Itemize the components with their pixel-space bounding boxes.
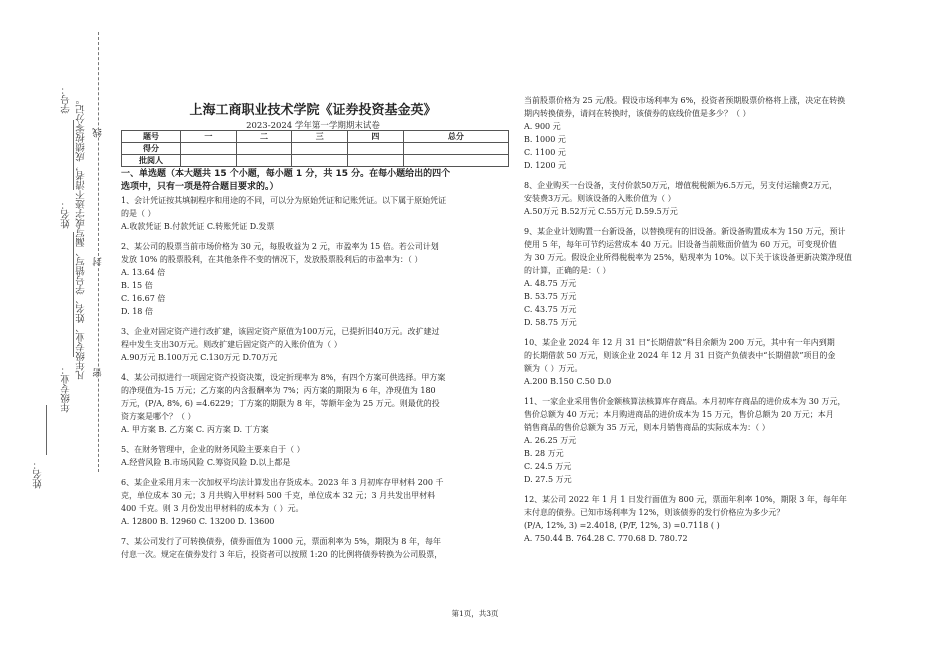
question-line: 末付息的债券。已知市场利率为 12%，则该债券的发行价格应为多少元？ [524,508,785,517]
question-line: A. 甲方案 B. 乙方案 C. 丙方案 D. 丁方案 [121,425,269,434]
score-header-cell: 二 [236,131,292,143]
question-line: A.90万元 B.100万元 C.130万元 D.70万元 [121,353,278,362]
question-line: A. 12800 B. 12960 C. 13200 D. 13600 [121,517,275,526]
left-column [121,168,516,561]
score-table [121,130,509,167]
section-heading: 一、单选题（本大题共 15 个小题，每小题 1 分，共 15 分。在每小题给出的四个 [121,169,451,179]
question-line: 2、某公司的股票当前市场价格为 30 元，每股收益为 2 元，市盈率为 15 倍。若公司计划 [121,242,439,251]
score-cell [236,143,292,155]
question-line: 克，单位成本 30 元；3 月共购入甲材料 500 千克，单位成本 32 元；3 月共发出甲材料 [121,491,436,500]
question-line: 6、某企业采用月末一次加权平均法计算发出存货成本。2023 年 3 月初库存甲材料 200 千 [121,478,444,487]
question-line: 3、企业对固定资产进行改扩建，该固定资产原值为100万元，已提折旧40万元。改扩建过 [121,327,440,336]
score-header-cell: 总分 [403,131,508,143]
question-line: 的长期借款 50 万元，则该企业 2024 年 12 月 31 日资产负债表中“长期借款”项目的金 [524,351,836,360]
binding-student-id-label: 学号： [61,85,72,114]
question-line: 当前股票价格为 25 元/股。假设市场利率为 6%，投资者预期股票价格将上涨，决定在转换 [524,96,846,105]
score-cell [292,143,348,155]
question-line: A. 26.25 万元 [524,436,577,445]
question-block [524,336,919,388]
question-line: 11、一家企业采用售价金额核算法核算库存商品。本月初库存商品的进价成本为 30 万元， [524,397,846,406]
question-line: 使用 5 年，每年可节约运营成本 40 万元。旧设备当前账面价值为 60 万元，可变现价值 [524,240,837,249]
binding-notice: 凡年级专业、姓名、学号错写、漏写或字迹不清者，成绩按零分记。 [76,95,87,380]
score-header-cell: 四 [348,131,404,143]
question-line: 万元，(P/A, 8%, 6) =4.6229；丁方案的期限为 8 年，等额年金为 25 万元。则最优的投 [121,399,440,408]
question-line: C. 1100 元 [524,148,566,157]
question-block [524,225,919,329]
reviewer-row-label: 批阅人 [122,155,181,167]
score-row-label: 得分 [122,143,181,155]
score-cell [236,155,292,167]
question-line: C. 43.75 万元 [524,305,577,314]
question-line: 程中发生支出30万元。则改扩建后固定资产的入账价值为（ ） [121,340,342,349]
score-cell [348,143,404,155]
score-header-cell: 三 [292,131,348,143]
question-block [524,94,919,172]
question-block [524,179,919,218]
left-question-list [121,194,516,561]
question-block [121,535,516,561]
question-line: 为 30 万元。假设企业所得税税率为 25%，贴现率为 10%。以下关于该设备更新决策净现值 [524,253,852,262]
section-heading-cont: 选项中，只有一项是符合题目要求的。） [121,182,279,192]
grade-underline [73,232,74,357]
question-line: 销售商品的售价总额为 35 万元，则本月销售商品的实际成本为：（ ） [524,423,770,432]
question-line: 的净现值为-15 万元；乙方案的内含报酬率为 7%；丙方案的期限为 6 年，净现值为 180 [121,386,436,395]
question-block [121,443,516,469]
question-line: (P/A, 12%, 3) =2.4018, (P/F, 12%, 3) =0.7118 ( ) [524,521,720,530]
question-line: A. 900 元 [524,122,561,131]
question-line: A.经营风险 B.市场风险 C.筹资风险 D.以上都是 [121,458,291,467]
binding-dashed-line [98,32,99,472]
question-block [121,371,516,436]
question-block [121,194,516,233]
question-line: B. 28 万元 [524,449,564,458]
score-row [122,143,509,155]
score-cell [181,155,237,167]
question-line: B. 1000 元 [524,135,566,144]
binding-mi: 密 [93,368,104,378]
score-table-header [122,131,509,143]
question-line: 额为（ ）万元。 [524,364,583,373]
question-line: 的是（ ） [121,209,156,218]
binding-feng: 封 [93,257,104,267]
score-cell [181,143,237,155]
score-cell [403,155,508,167]
right-column [524,94,919,545]
question-line: B. 53.75 万元 [524,292,577,301]
question-block [524,395,919,486]
question-line: 期内转换债券，请问在转换时，该债券的底线价值是多少？（ ） [524,109,751,118]
question-block [121,325,516,364]
question-line: 资方案是哪个？（ ） [121,412,196,421]
question-line: D. 27.5 万元 [524,475,572,484]
question-line: A.收款凭证 B.付款凭证 C.转账凭证 D.发票 [121,222,275,231]
question-block [524,493,919,545]
question-line: 发放 10% 的股票股利，在其他条件不变的情况下，发放股票股利后的市盈率为：（ ） [121,255,423,264]
question-line: B. 15 倍 [121,281,153,290]
score-cell [348,155,404,167]
score-header-cell: 题号 [122,131,181,143]
binding-name-label: 姓名： [33,460,44,489]
question-line: 7、某公司发行了可转换债券，债券面值为 1000 元，票面利率为 5%，期限为 8 年，每年 [121,537,441,546]
question-line: A.50万元 B.52万元 C.55万元 D.59.5万元 [524,207,678,216]
question-line: 4、某公司拟进行一项固定资产投资决策，设定折现率为 8%，有四个方案可供选择。甲方案 [121,373,446,382]
question-block [121,476,516,528]
binding-xian: 线 [93,128,104,138]
question-line: 1、会计凭证按其填制程序和用途的不同，可以分为原始凭证和记账凭证。以下属于原始凭证 [121,196,447,205]
question-line: 付息一次。规定在债券发行 3 年后，投资者可以按照 1:20 的比例将债券转换为公司股票， [121,550,443,559]
binding-grade-label: 年级专业： [61,365,72,413]
question-line: A. 13.64 倍 [121,268,166,277]
id-underline [73,120,74,190]
question-line: D. 1200 元 [524,161,567,170]
question-line: 400 千克。则 3 月份发出甲材料的成本为（ ）元。 [121,504,304,513]
binding-name-label-2: 姓名： [61,200,72,229]
question-block [121,240,516,318]
name-underline [46,405,47,455]
exam-subtitle: 2023-2024 学年第一学期期末试卷 [246,121,380,131]
question-line: C. 24.5 万元 [524,462,572,471]
score-cell [403,143,508,155]
question-line: D. 18 倍 [121,307,153,316]
question-line: 12、某公司 2022 年 1 月 1 日发行面值为 800 元，票面年利率 10%，期限 3 年，每年年 [524,495,847,504]
right-question-list [524,94,919,545]
question-line: 安装费3万元。则该设备的入账价值为（ ） [524,194,676,203]
question-line: 的计算，正确的是：（ ） [524,266,611,275]
score-cell [292,155,348,167]
page-footer: 第1页，共3页 [451,609,499,618]
question-line: 售价总额为 40 万元；本月购进商品的进价成本为 15 万元，售价总额为 20 万元；本月 [524,410,834,419]
question-line: 10、某企业 2024 年 12 月 31 日“长期借款”科目余额为 200 万元，其中有一年内到期 [524,338,835,347]
score-header-cell: 一 [181,131,237,143]
question-line: A. 750.44 B. 764.28 C. 770.68 D. 780.72 [524,534,688,543]
reviewer-row [122,155,509,167]
question-line: C. 16.67 倍 [121,294,166,303]
question-line: A. 48.75 万元 [524,279,577,288]
question-line: D. 58.75 万元 [524,318,577,327]
question-line: 8、企业购买一台设备，支付价款50万元，增值税税额为6.5万元，另支付运输费2万元， [524,181,838,190]
question-line: 9、某企业计划购置一台新设备，以替换现有的旧设备。新设备购置成本为 150 万元，预计 [524,227,846,236]
question-line: A.200 B.150 C.50 D.0 [524,377,612,386]
exam-title: 上海工商职业技术学院《证券投资基金英》 [189,103,437,118]
question-line: 5、在财务管理中，企业的财务风险主要来自于（ ） [121,445,305,454]
